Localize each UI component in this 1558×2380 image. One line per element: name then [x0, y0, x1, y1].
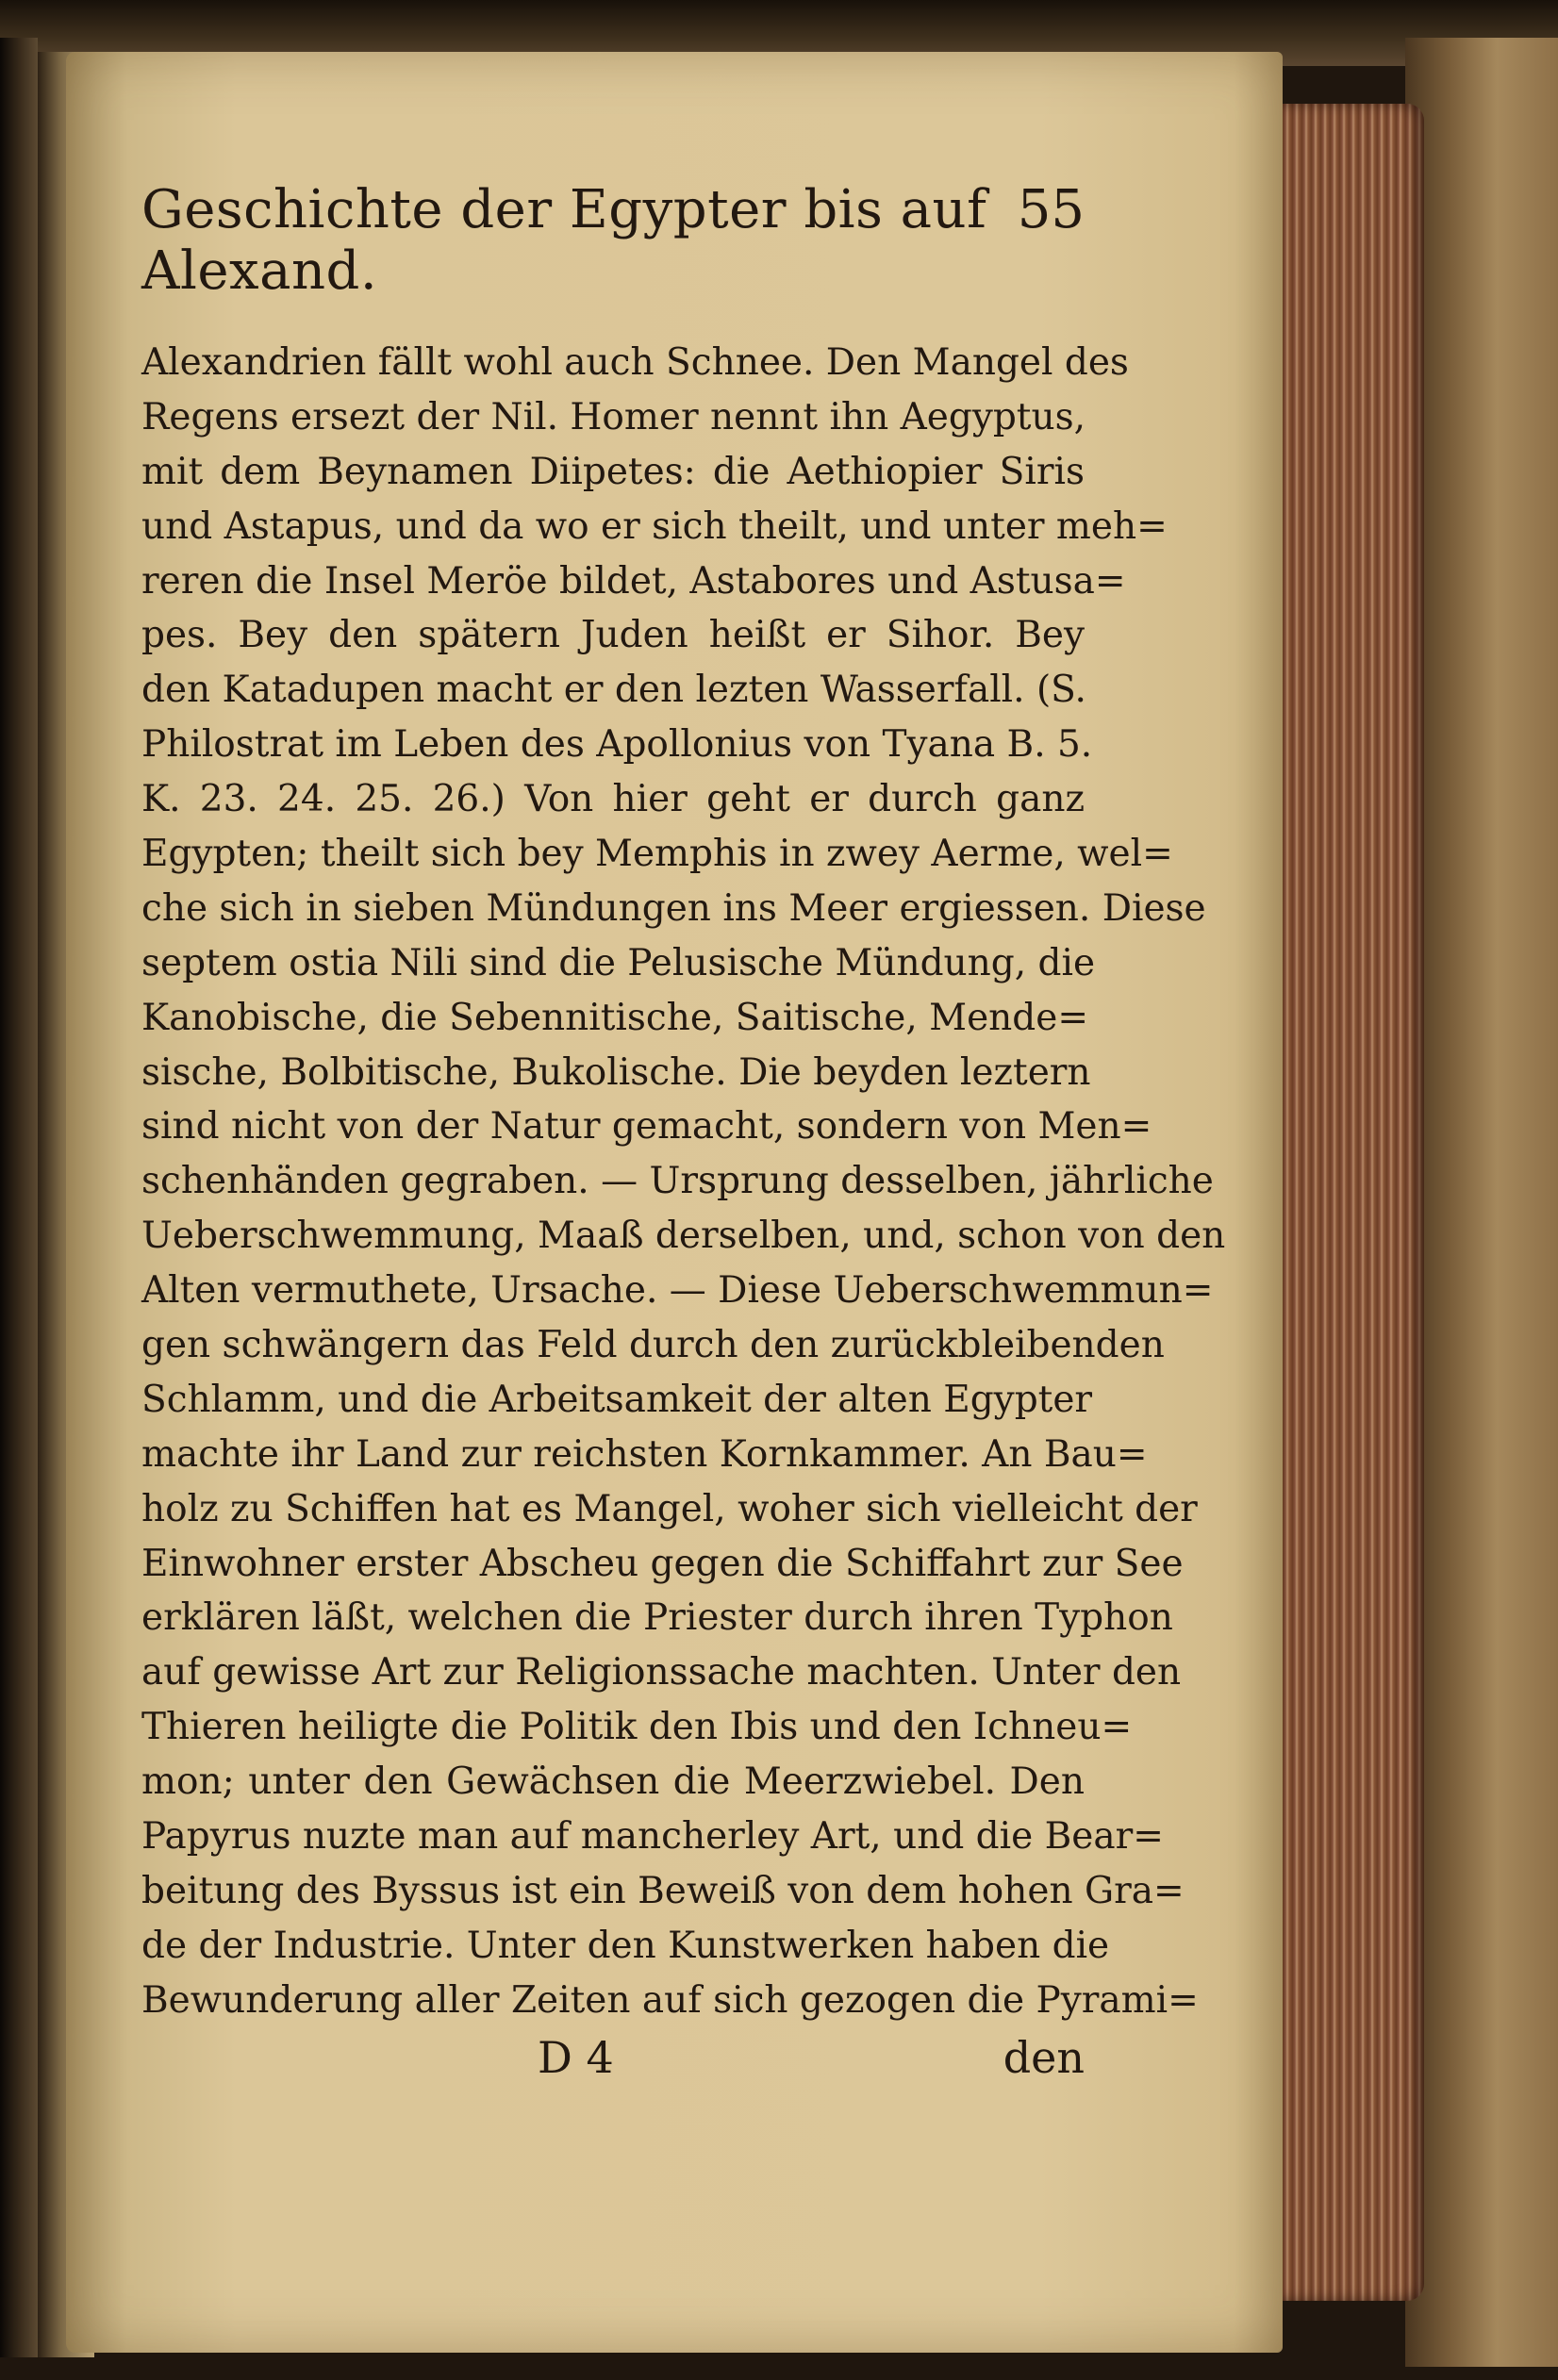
text-line: Alexandrien fällt wohl auch Schnee. Den Mangel des	[141, 341, 1129, 384]
text-line: sind nicht von der Natur gemacht, sondern von Men=	[141, 1105, 1152, 1149]
text-line: reren die Insel Meröe bildet, Astabores und Astusa=	[141, 559, 1126, 603]
page-block-edges	[1283, 104, 1424, 2301]
text-line: sische, Bolbitische, Bukolische. Die beyden leztern	[141, 1050, 1091, 1094]
text-line: Bewunderung aller Zeiten auf sich gezogen die Pyrami=	[141, 1978, 1199, 2022]
text-line: holz zu Schiffen hat es Mangel, woher sich vielleicht der	[141, 1487, 1198, 1530]
text-line: machte ihr Land zur reichsten Kornkammer. An Bau=	[141, 1432, 1148, 1476]
running-head: Geschichte der Egypter bis auf Alexand.	[141, 179, 987, 302]
facing-page-edge	[0, 38, 38, 2357]
text-line: Regens ersezt der Nil. Homer nennt ihn Aegyptus,	[141, 395, 1086, 438]
text-line: und Astapus, und da wo er sich theilt, und unter meh=	[141, 504, 1168, 548]
page-header	[141, 179, 1085, 302]
text-line: beitung des Byssus ist ein Beweiß von dem hohen Gra=	[141, 1869, 1185, 1912]
page-footer	[141, 2032, 1085, 2083]
catchword: den	[1003, 2031, 1085, 2083]
text-line: den Katadupen macht er den lezten Wasserfall. (S.	[141, 669, 1086, 712]
text-line: Kanobische, die Sebennitische, Saitische, Mende=	[141, 996, 1089, 1039]
text-line: mon; unter den Gewächsen die Meerzwiebel. Den	[141, 1760, 1085, 1804]
text-line: che sich in sieben Mündungen ins Meer ergiessen. Diese	[141, 886, 1206, 930]
text-line: Ueberschwemmung, Maaß derselben, und, schon von den	[141, 1215, 1226, 1258]
text-line: Thieren heiligte die Politik den Ibis und den Ichneu=	[141, 1706, 1133, 1749]
text-line: Philostrat im Leben des Apollonius von Tyana B. 5.	[141, 723, 1093, 767]
text-line: de der Industrie. Unter den Kunstwerken haben die	[141, 1924, 1110, 1967]
text-line: K. 23. 24. 25. 26.) Von hier geht er durch ganz	[141, 778, 1085, 821]
text-line: Alten vermuthete, Ursache. — Diese Ueberschwemmun=	[141, 1269, 1214, 1313]
text-line: Papyrus nuzte man auf mancherley Art, und die Bear=	[141, 1815, 1164, 1859]
signature-mark: D 4	[538, 2031, 614, 2083]
book-cover-edge	[1405, 38, 1558, 2367]
text-line: gen schwängern das Feld durch den zurückbleibenden	[141, 1324, 1165, 1367]
body-text	[141, 336, 1226, 2028]
page-text-block	[141, 179, 1226, 2083]
text-line: erklären läßt, welchen die Priester durch ihren Typhon	[141, 1596, 1173, 1640]
text-line: Schlamm, und die Arbeitsamkeit der alten Egypter	[141, 1378, 1093, 1421]
text-line: Einwohner erster Abscheu gegen die Schiffahrt zur See	[141, 1542, 1184, 1585]
text-line: auf gewisse Art zur Religionssache machten. Unter den	[141, 1651, 1182, 1694]
text-line: schenhänden gegraben. — Ursprung desselben, jährliche	[141, 1160, 1214, 1203]
page-number: 55	[1017, 179, 1085, 240]
text-line: Egypten; theilt sich bey Memphis in zwey Aerme, wel=	[141, 833, 1173, 876]
text-line: septem ostia Nili sind die Pelusische Mündung, die	[141, 941, 1096, 984]
text-line: mit dem Beynamen Diipetes: die Aethiopier Siris	[141, 450, 1085, 493]
text-line: pes. Bey den spätern Juden heißt er Sihor. Bey	[141, 614, 1085, 657]
